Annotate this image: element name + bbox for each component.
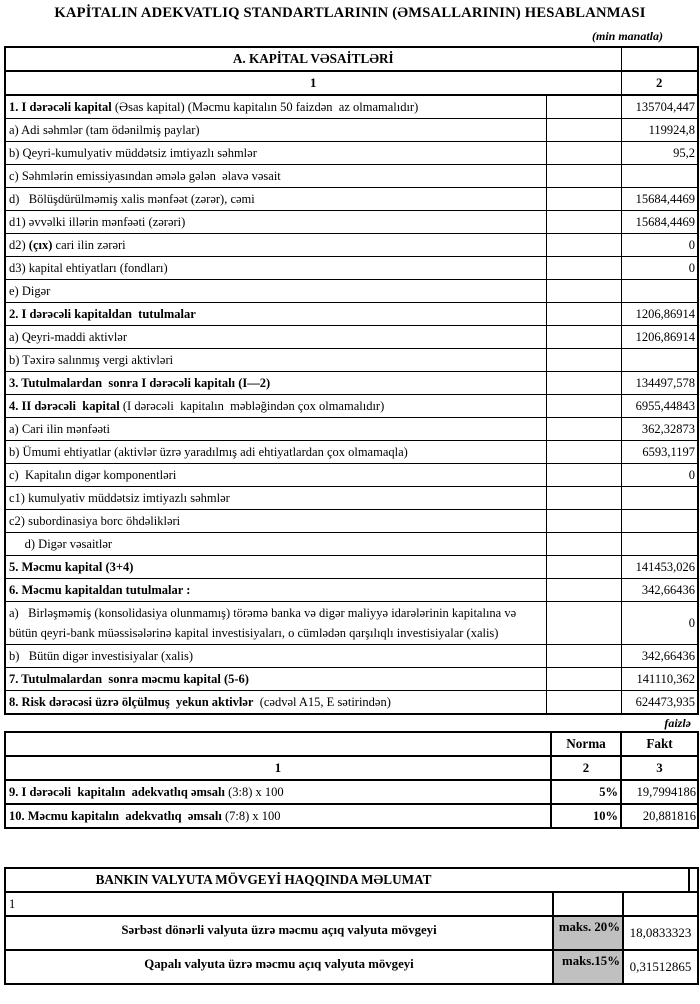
- row-spacer-cell: [546, 349, 621, 372]
- row-spacer-cell: [546, 280, 621, 303]
- row-norma-value: maks. 20%: [553, 916, 623, 950]
- capital-table-row: [5, 303, 698, 326]
- row-label: [5, 95, 546, 119]
- label-text-segment: c) Kapitalın digər komponentləri: [9, 468, 177, 482]
- row-fakt-value: 18,0833323: [623, 916, 698, 950]
- ratio-table-body: [5, 780, 698, 828]
- row-norma-value: 5%: [551, 780, 621, 804]
- row-label: [5, 372, 546, 395]
- capital-table-row: [5, 234, 698, 257]
- row-label: Sərbəst dönərli valyuta üzrə məcmu açıq valyuta mövgeyi: [5, 916, 553, 950]
- capital-table-row: [5, 349, 698, 372]
- label-text-segment: d) Bölüşdürülməmiş xalis mənfəət (zərər), cəmi: [9, 192, 255, 206]
- capital-table-number-row: [5, 71, 698, 95]
- row-label: [5, 464, 546, 487]
- ratio-column-number-1: 1: [5, 756, 551, 780]
- capital-table: [4, 46, 699, 715]
- ratio-table: [4, 731, 699, 829]
- label-text-segment: a) Adi səhmlər (tam ödənilmiş paylar): [9, 123, 200, 137]
- currency-table-row: [5, 950, 698, 984]
- row-label: Qapalı valyuta üzrə məcmu açıq valyuta mövgeyi: [5, 950, 553, 984]
- label-bold-segment: 6. Məcmu kapitaldan tutulmalar :: [9, 583, 191, 597]
- capital-table-row: [5, 418, 698, 441]
- label-bold-segment: 2. I dərəcəli kapitaldan tutulmalar: [9, 307, 196, 321]
- label-text-segment: d3) kapital ehtiyatları (fondları): [9, 261, 168, 275]
- percent-note: faizlə: [664, 716, 691, 730]
- row-spacer-cell: [546, 464, 621, 487]
- row-spacer-cell: [546, 602, 621, 645]
- row-label: [5, 804, 551, 828]
- row-spacer-cell: [546, 119, 621, 142]
- row-value: 95,2: [621, 142, 698, 165]
- label-bold-segment: 1. I dərəcəli kapital: [9, 100, 112, 114]
- label-bold-segment: 7. Tutulmalardan sonra məcmu kapital (5-6): [9, 672, 249, 686]
- row-fakt-value: 19,7994186: [621, 780, 698, 804]
- label-text-segment: (I dərəcəli kapitalın məbləğindən çox olmamalıdır): [119, 399, 385, 413]
- capital-table-section-row: [5, 47, 698, 71]
- label-bold-segment: 10. Məcmu kapitalın adekvatlıq əmsalı: [9, 809, 225, 823]
- capital-table-row: [5, 395, 698, 418]
- page: [0, 5, 700, 985]
- row-spacer-cell: [546, 579, 621, 602]
- currency-table-body: [5, 892, 698, 984]
- row-value: [621, 533, 698, 556]
- row-label: [5, 188, 546, 211]
- row-value: 0: [621, 602, 698, 645]
- row-label: [5, 349, 546, 372]
- currency-title-spacer-cell: [689, 868, 698, 892]
- row-label: [5, 510, 546, 533]
- label-text-segment: d2): [9, 238, 29, 252]
- row-spacer-cell: [546, 95, 621, 119]
- row-spacer-cell: [546, 211, 621, 234]
- capital-table-row: [5, 533, 698, 556]
- row-value: 342,66436: [621, 645, 698, 668]
- row-label: [5, 645, 546, 668]
- currency-table-title: BANKIN VALYUTA MÖVGEYİ HAQQINDA MƏLUMAT: [5, 868, 689, 892]
- row-label: [5, 441, 546, 464]
- row-label: [5, 579, 546, 602]
- row-spacer-cell: [546, 234, 621, 257]
- label-text-segment: a) Cari ilin mənfəəti: [9, 422, 111, 436]
- row-label: [5, 668, 546, 691]
- ratio-header-spacer: [5, 732, 551, 756]
- row-spacer-cell: [546, 326, 621, 349]
- label-text-segment: (cədvəl A15, E sətirindən): [253, 695, 391, 709]
- row-value: 15684,4469: [621, 211, 698, 234]
- label-text-segment: c) Səhmlərin emissiyasından əmələ gələn əlavə vəsait: [9, 169, 281, 183]
- row-label: [5, 119, 546, 142]
- capital-table-row: [5, 95, 698, 119]
- capital-table-row: [5, 257, 698, 280]
- currency-row-number: 1: [5, 892, 553, 916]
- label-text-segment: c2) subordinasiya borc öhdəlikləri: [9, 514, 181, 528]
- label-text-segment: e) Digər: [9, 284, 51, 298]
- capital-table-row: [5, 165, 698, 188]
- row-value: 141453,026: [621, 556, 698, 579]
- row-fakt-value: 0,31512865: [623, 950, 698, 984]
- row-label: [5, 395, 546, 418]
- ratio-column-number-3: 3: [621, 756, 698, 780]
- row-label: [5, 691, 546, 715]
- capital-table-row: [5, 691, 698, 715]
- unit-note: (min manatla): [591, 29, 663, 43]
- row-value: 135704,447: [621, 95, 698, 119]
- row-value: [621, 487, 698, 510]
- row-spacer-cell: [546, 510, 621, 533]
- capital-table-row: [5, 668, 698, 691]
- row-value: [621, 510, 698, 533]
- row-value: [621, 349, 698, 372]
- row-value: 1206,86914: [621, 326, 698, 349]
- ratio-table-number-row: [5, 756, 698, 780]
- row-label: [5, 533, 546, 556]
- row-label: [5, 234, 546, 257]
- row-spacer-cell: [546, 441, 621, 464]
- capital-table-row: [5, 441, 698, 464]
- capital-table-row: [5, 142, 698, 165]
- row-label: [5, 165, 546, 188]
- row-spacer-cell: [546, 257, 621, 280]
- row-spacer-cell: [546, 188, 621, 211]
- capital-table-row: [5, 579, 698, 602]
- row-label: [5, 257, 546, 280]
- row-value: 1206,86914: [621, 303, 698, 326]
- row-spacer-cell: [546, 303, 621, 326]
- row-spacer-cell: [546, 668, 621, 691]
- currency-position-table: [4, 867, 699, 985]
- capital-table-row: [5, 602, 698, 645]
- label-text-segment: d1) əvvəlki illərin mənfəəti (zərəri): [9, 215, 186, 229]
- capital-table-section-header-spacer: [621, 47, 698, 71]
- row-spacer-cell: [546, 372, 621, 395]
- label-bold-segment: 4. II dərəcəli kapital: [9, 399, 120, 413]
- ratio-table-header-row: [5, 732, 698, 756]
- row-label: [5, 142, 546, 165]
- label-text-segment: a) Birləşməmiş (konsolidasiya olunmamış) törəmə banka və digər maliyyə idarələrinin kapitalına və bütün qeyri-bank müəssisələrinə kapital investisiyaları, o cümlədən qarşılıqlı investisiyalar (xalis): [9, 606, 520, 640]
- capital-table-row: [5, 211, 698, 234]
- label-bold-segment: 8. Risk dərəcəsi üzrə ölçülmuş yekun aktivlər: [9, 695, 254, 709]
- row-value: [621, 280, 698, 303]
- capital-table-body: [5, 95, 698, 714]
- currency-number-row: [5, 892, 698, 916]
- ratio-header-norma: Norma: [551, 732, 621, 756]
- row-value: 134497,578: [621, 372, 698, 395]
- row-fakt-value: 20,881816: [621, 804, 698, 828]
- capital-table-section-header: A. KAPİTAL VƏSAİTLƏRİ: [5, 47, 621, 71]
- row-value: 362,32873: [621, 418, 698, 441]
- document-title: KAPİTALIN ADEKVATLIQ STANDARTLARININ (ƏMSALLARININ) HESABLANMASI: [54, 5, 646, 21]
- capital-table-row: [5, 280, 698, 303]
- row-norma-value: maks.15%: [553, 950, 623, 984]
- row-value: 0: [621, 257, 698, 280]
- row-spacer-cell: [546, 533, 621, 556]
- row-label: [5, 280, 546, 303]
- label-bold-segment: (çıx): [28, 238, 53, 252]
- ratio-header-fakt: Fakt: [621, 732, 698, 756]
- capital-column-number-2: 2: [621, 71, 698, 95]
- capital-table-row: [5, 372, 698, 395]
- label-text-segment: cari ilin zərəri: [52, 238, 126, 252]
- row-norma-value: 10%: [551, 804, 621, 828]
- row-label: [5, 303, 546, 326]
- label-text-segment: (Əsas kapital) (Məcmu kapitalın 50 faizdən az olmamalıdır): [111, 100, 419, 114]
- capital-table-row: [5, 487, 698, 510]
- capital-column-number-1: 1: [5, 71, 621, 95]
- row-label: [5, 602, 546, 645]
- label-text-segment: c1) kumulyativ müddətsiz imtiyazlı səhmlər: [9, 491, 230, 505]
- row-label: [5, 211, 546, 234]
- ratio-table-row: [5, 780, 698, 804]
- row-spacer-cell: [546, 691, 621, 715]
- label-text-segment: a) Qeyri-maddi aktivlər: [9, 330, 128, 344]
- row-spacer-cell: [546, 645, 621, 668]
- label-bold-segment: 9. I dərəcəli kapitalın adekvatlıq əmsalı: [9, 785, 229, 799]
- capital-table-row: [5, 556, 698, 579]
- label-text-segment: (7:8) x 100: [224, 809, 281, 823]
- label-bold-segment: 5. Məcmu kapital (3+4): [9, 560, 134, 574]
- row-value: 0: [621, 234, 698, 257]
- row-value: 342,66436: [621, 579, 698, 602]
- row-value: 6955,44843: [621, 395, 698, 418]
- row-spacer-cell: [546, 395, 621, 418]
- capital-table-row: [5, 464, 698, 487]
- row-spacer-cell: [546, 487, 621, 510]
- label-text-segment: b) Qeyri-kumulyativ müddətsiz imtiyazlı səhmlər: [9, 146, 257, 160]
- currency-number-row-spacer-2: [623, 892, 698, 916]
- capital-table-row: [5, 510, 698, 533]
- row-label: [5, 780, 551, 804]
- row-label: [5, 487, 546, 510]
- label-text-segment: b) Ümumi ehtiyatlar (aktivlər üzrə yaradılmış adi ehtiyatlardan çox olmamaqla): [9, 445, 408, 459]
- row-spacer-cell: [546, 418, 621, 441]
- row-spacer-cell: [546, 165, 621, 188]
- capital-table-row: [5, 188, 698, 211]
- capital-table-row: [5, 326, 698, 349]
- row-value: [621, 165, 698, 188]
- label-text-segment: (3:8) x 100: [228, 785, 284, 799]
- capital-table-row: [5, 645, 698, 668]
- row-spacer-cell: [546, 142, 621, 165]
- row-label: [5, 326, 546, 349]
- label-text-segment: b) Təxirə salınmış vergi aktivləri: [9, 353, 174, 367]
- row-value: 624473,935: [621, 691, 698, 715]
- row-value: 119924,8: [621, 119, 698, 142]
- row-label: [5, 556, 546, 579]
- row-value: 0: [621, 464, 698, 487]
- row-value: 15684,4469: [621, 188, 698, 211]
- row-label: [5, 418, 546, 441]
- ratio-table-row: [5, 804, 698, 828]
- row-spacer-cell: [546, 556, 621, 579]
- currency-number-row-spacer-1: [553, 892, 623, 916]
- label-text-segment: d) Digər vəsaitlər: [9, 537, 113, 551]
- currency-table-row: [5, 916, 698, 950]
- label-bold-segment: 3. Tutulmalardan sonra I dərəcəli kapitalı (I—2): [9, 376, 271, 390]
- row-value: 6593,1197: [621, 441, 698, 464]
- currency-table-title-row: [5, 868, 698, 892]
- capital-table-row: [5, 119, 698, 142]
- ratio-column-number-2: 2: [551, 756, 621, 780]
- label-text-segment: b) Bütün digər investisiyalar (xalis): [9, 649, 193, 663]
- row-value: 141110,362: [621, 668, 698, 691]
